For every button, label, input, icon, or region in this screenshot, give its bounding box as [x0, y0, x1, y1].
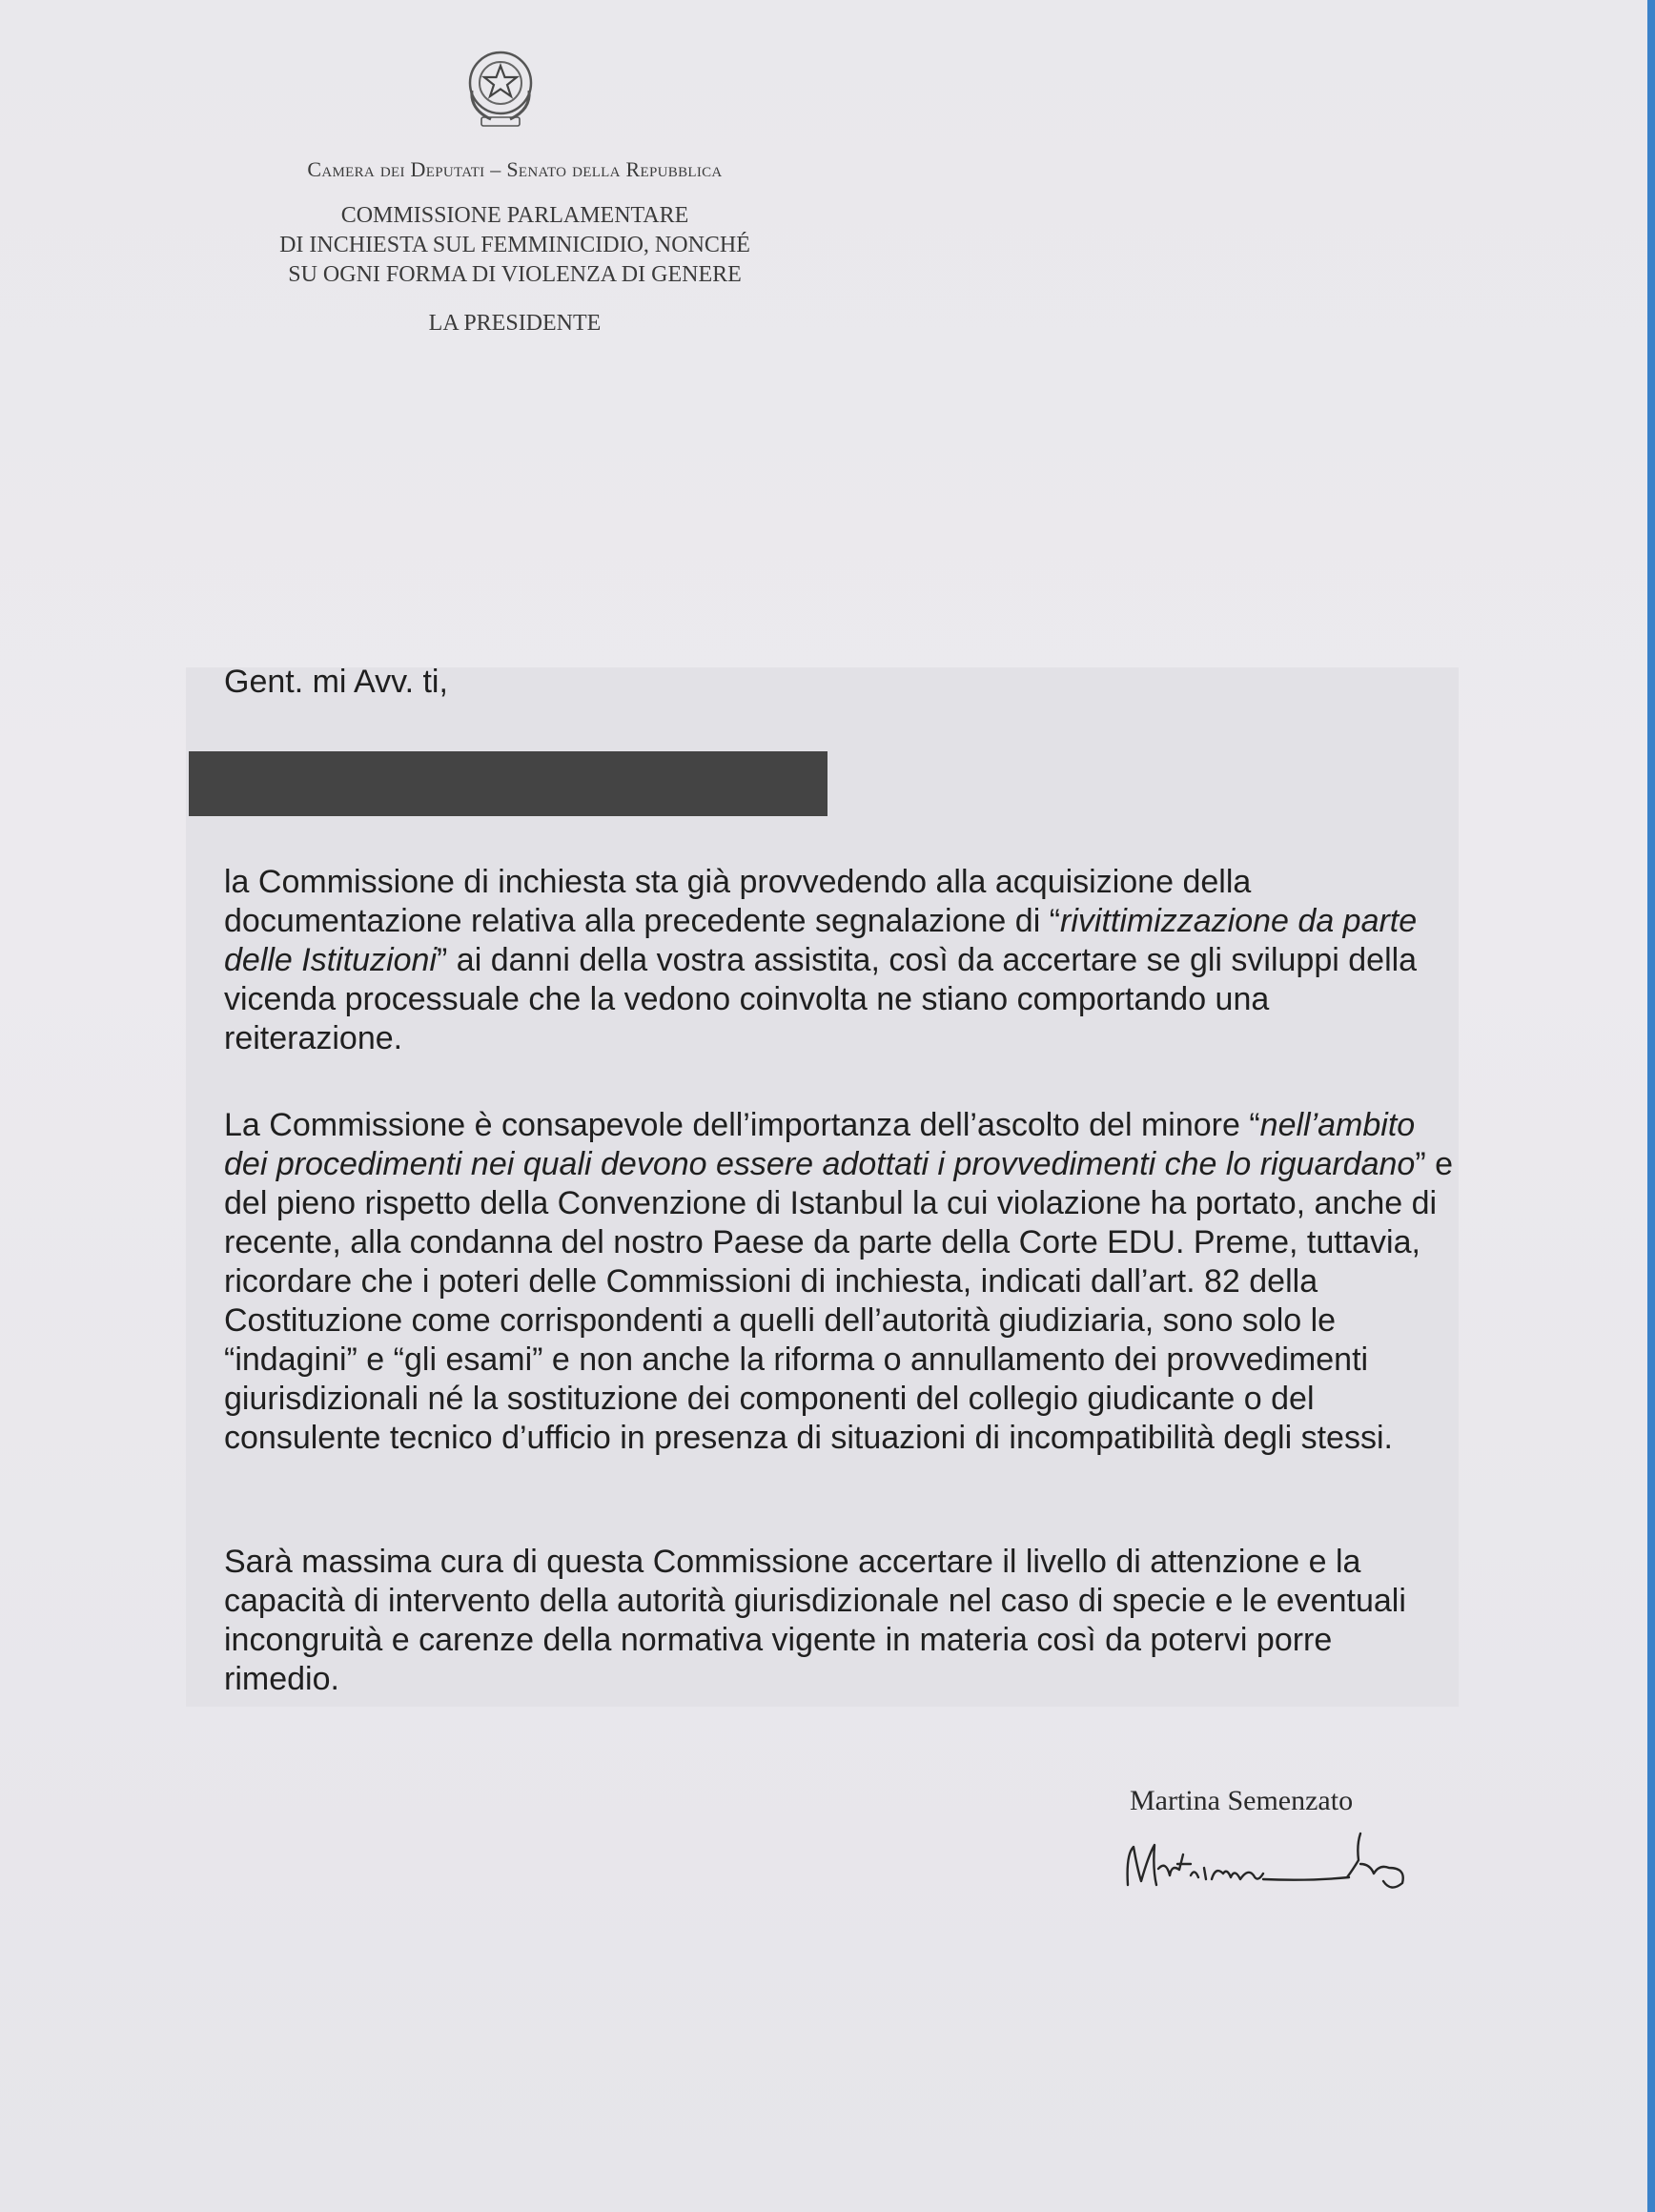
paragraph-2-quote: nell’ambito dei procedimenti nei quali devono essere adottati i provvedimenti che lo riguardano	[224, 1107, 1416, 1182]
paragraph-2	[224, 1106, 1454, 1458]
paragraph-1-quote: rivittimizzazione da parte delle Istituzioni	[224, 903, 1418, 978]
commission-name	[219, 201, 810, 290]
paragraph-3: Sarà massima cura di questa Commissione accertare il livello di attenzione e la capacità di intervento della autorità giurisdizionale nel caso di specie e le eventuali incongruità e carenze della normativa vigente in materia così da potervi porre rimedio.	[224, 1544, 1406, 1697]
signer-name: Martina Semenzato	[1130, 1785, 1354, 1816]
commission-line: DI INCHIESTA SUL FEMMINICIDIO, NONCHÉ	[279, 233, 750, 257]
paragraph-1	[224, 863, 1454, 1058]
chambers-line: Camera dei Deputati – Senato della Repubblica	[307, 157, 723, 181]
letterhead	[219, 157, 810, 337]
paragraph-2-text-end: ” e del pieno rispetto della Convenzione di Istanbul la cui violazione ha portato, anche di recente, alla condanna del nostro Paese da parte della Corte EDU. Preme, tuttavia, ricordare che i poteri delle Commissioni di inchiesta, indicati dall’art. 82 della Costituzione come corrispondenti a quelli dell’autorità giudiziaria, sono solo le “indagini” e “gli esami” e non anche la riforma o annullamento dei provvedimenti giurisdizionali né la sostituzione dei componenti del collegio giudicante o del consulente tecnico d’ufficio in presenza di situazioni di incompatibilità degli stessi.	[224, 1146, 1454, 1456]
commission-line: COMMISSIONE PARLAMENTARE	[340, 203, 689, 228]
role-title: LA PRESIDENTE	[428, 311, 602, 336]
italian-republic-emblem-icon	[462, 43, 539, 133]
paragraph-1-text: la Commissione di inchiesta sta già provvedendo alla acquisizione della documentazione relativa alla precedente segnalazione di “	[224, 864, 1252, 939]
salutation: Gent. mi Avv. ti,	[224, 664, 448, 700]
paragraph-1-text-end: ” ai danni della vostra assistita, così da accertare se gli sviluppi della vicenda processuale che la vedono coinvolta ne stiano comportando una reiterazione.	[224, 942, 1418, 1056]
redaction-bar	[189, 751, 828, 816]
handwritten-signature	[1120, 1826, 1425, 1902]
commission-line: SU OGNI FORMA DI VIOLENZA DI GENERE	[288, 262, 742, 287]
background-edge	[1647, 0, 1655, 2212]
paragraph-2-text: La Commissione è consapevole dell’importanza dell’ascolto del minore “	[224, 1107, 1260, 1143]
